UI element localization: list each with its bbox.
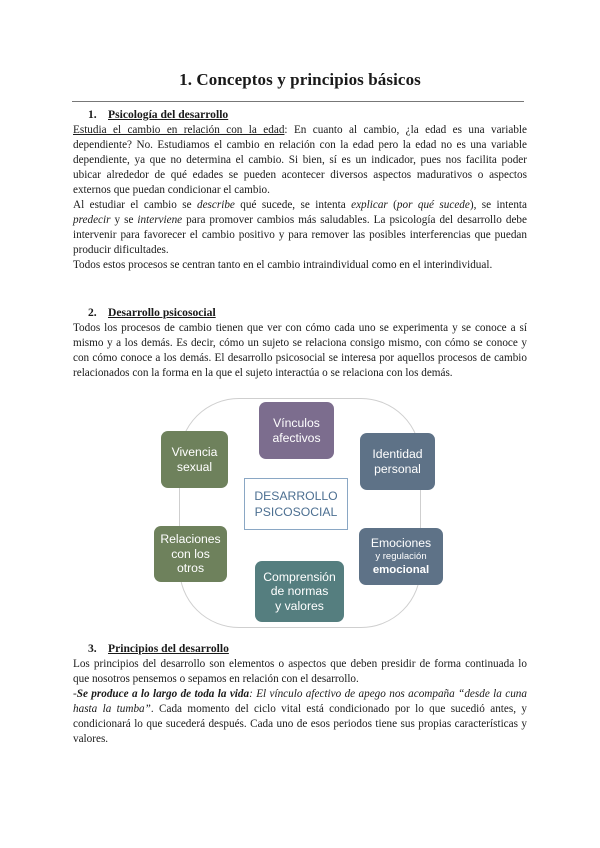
text-run: ), se intenta xyxy=(469,199,527,211)
text-run: ( xyxy=(387,199,397,211)
section-heading-1 xyxy=(88,108,228,121)
node-label: afectivos xyxy=(272,430,321,445)
emphasis-interviene: interviene xyxy=(137,213,183,226)
emphasis-describe: describe xyxy=(196,199,235,211)
page-title: 1. Conceptos y principios básicos xyxy=(179,70,421,89)
psychosocial-diagram xyxy=(147,398,453,630)
node-emociones xyxy=(359,528,443,585)
section-title: Psicología del desarrollo xyxy=(108,108,229,121)
emphasis-predecir: predecir xyxy=(73,213,111,226)
section-2-paragraph-1: Todos los procesos de cambio tienen que ver con cómo cada uno se experimenta y se conoce a sí mismo y a los demás. Es decir, cómo un sujeto se relaciona consigo mismo, con cómo se conoce y con cómo conoce a los demás. El desarrollo psicosocial se interesa por aquellos procesos de cambio relacionados con la forma en la que el sujeto interactúa o se relaciona con los demás. xyxy=(73,322,527,379)
node-label: sexual xyxy=(176,459,213,474)
center-label-line: PSICOSOCIAL xyxy=(254,505,338,519)
text-run: para promover cambios más saludables. La psicología del desarrollo debe intervenir para favorecer el cambio positivo y para remover las posibles interferencias que puedan producir dificultades. xyxy=(73,213,527,256)
section-1-paragraph-2 xyxy=(73,198,527,258)
section-title: Principios del desarrollo xyxy=(108,642,229,655)
section-1-paragraph-3: Todos estos procesos se centran tanto en el cambio intraindividual como en el interindividual. xyxy=(73,259,493,271)
node-label: Vínculos xyxy=(273,416,320,430)
italic-quote: : El vínculo afectivo de apego nos acompaña “desde la cuna hasta la tumba” xyxy=(73,688,527,715)
section-3-paragraph-1: Los principios del desarrollo son elementos o aspectos que deben presidir de forma continuada lo que nosotros pensemos o sepamos en relación con el desarrollo. xyxy=(73,658,527,685)
node-vivencia-sexual xyxy=(161,431,228,488)
node-label: personal xyxy=(374,461,421,476)
node-label: Vivencia xyxy=(171,445,218,459)
node-label: otros xyxy=(176,561,205,576)
text-run: qué sucede, se intenta xyxy=(234,199,352,211)
section-number: 1. xyxy=(88,108,97,121)
text-run: . Cada momento del ciclo vital está condicionado por lo que sucedió antes, y condicionará lo que sucederá después. Cada uno de esos periodos tiene sus propias características y valores. xyxy=(73,702,527,745)
center-label-line: DESARROLLO xyxy=(254,489,338,503)
emphasis-explicar: explicar xyxy=(351,199,388,211)
node-comprension-normas xyxy=(255,561,344,622)
section-3-paragraph-2 xyxy=(73,687,527,747)
text-run: - xyxy=(73,688,77,700)
paragraph-text: : En cuanto al cambio, ¿la edad es una variable dependiente? No. Estudiamos el cambio en relación con la edad pero la edad no es una variable dependiente, ya que no determina el cambio. Si bien, sí es un indicador, pues nos facilita poder ubicar alrededor de qué edades se pueden acontecer diversos aspectos madurativos o aspectos externos que puedan condicionar el cambio. xyxy=(73,124,527,196)
title-divider xyxy=(72,101,524,102)
section-1-paragraph-1 xyxy=(73,123,527,198)
section-number: 2. xyxy=(88,306,97,319)
node-relaciones-otros xyxy=(154,526,227,582)
node-label: y valores xyxy=(275,598,324,613)
section-heading-2 xyxy=(88,306,216,319)
node-label: Relaciones xyxy=(160,532,221,547)
section-heading-3 xyxy=(88,642,229,655)
node-label: emocional xyxy=(372,563,430,576)
principle-title: Se produce a lo largo de toda la vida xyxy=(76,688,250,700)
diagram-center-box xyxy=(244,478,348,530)
section-title: Desarrollo psicosocial xyxy=(108,306,216,319)
underlined-label: Estudia el cambio en relación con la edad xyxy=(73,124,285,136)
text-run: Al estudiar el cambio se xyxy=(73,199,197,211)
emphasis-por-que: por qué sucede xyxy=(396,199,470,211)
node-label: Identidad xyxy=(372,447,423,461)
node-label: Comprensión xyxy=(263,569,336,584)
node-label: y regulación xyxy=(375,550,427,562)
node-label: con los xyxy=(171,546,210,561)
text-run: y se xyxy=(110,213,138,226)
node-label: Emociones xyxy=(370,536,432,550)
section-number: 3. xyxy=(88,642,97,655)
node-vinculos-afectivos xyxy=(259,402,334,459)
node-label: de normas xyxy=(270,584,329,599)
node-identidad-personal xyxy=(360,433,435,490)
